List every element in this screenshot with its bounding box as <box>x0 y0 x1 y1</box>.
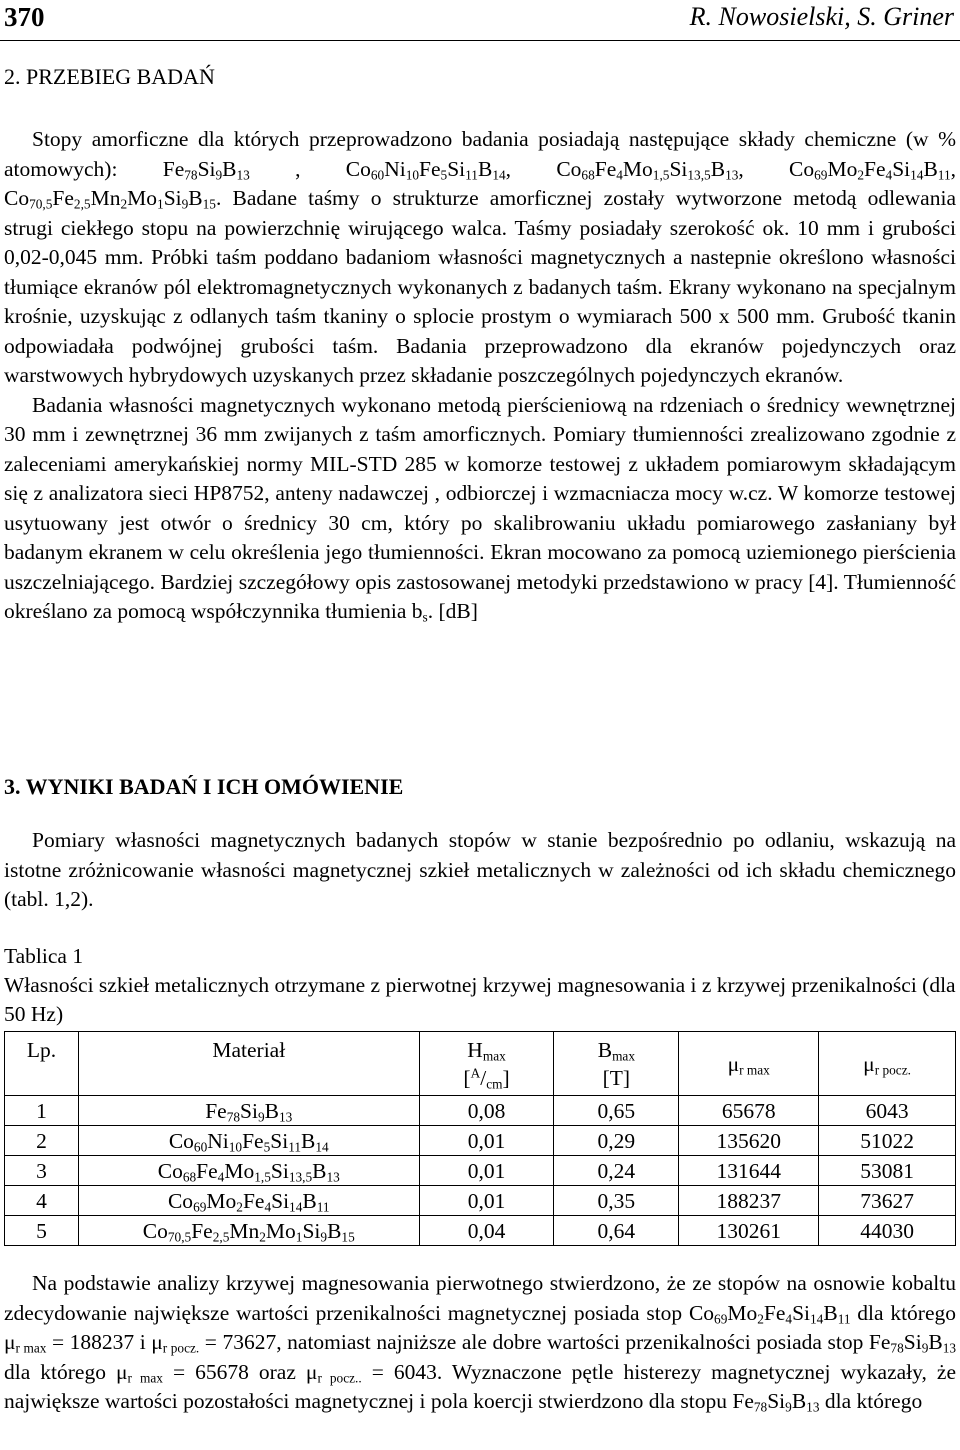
subscript: cm <box>486 1076 503 1092</box>
table-header-row <box>5 1032 956 1096</box>
subscript: 15 <box>202 196 216 212</box>
header-text: H <box>467 1038 483 1062</box>
cell-mu-max: 135620 <box>679 1126 819 1156</box>
text-span: dla którego <box>4 1359 117 1384</box>
header-text: / <box>480 1066 487 1090</box>
superscript: A <box>470 1065 481 1081</box>
subscript: 13 <box>942 1340 957 1356</box>
subscript: 5 <box>440 166 448 182</box>
subscript: 70,5 <box>167 1228 192 1244</box>
cell-mu-init: 44030 <box>819 1216 956 1246</box>
subscript: 78 <box>753 1399 768 1415</box>
subscript: 11 <box>288 1138 302 1154</box>
table-row <box>5 1096 956 1126</box>
formula: $Fe_{78}Si_9B_{13}$ <box>162 156 250 182</box>
subscript: 9 <box>921 1340 929 1356</box>
paragraph <box>4 1269 956 1417</box>
cell-lp: 2 <box>5 1126 79 1156</box>
subscript: 9 <box>257 1108 265 1124</box>
text-span: = 65678 oraz <box>162 1359 306 1384</box>
subscript: 11 <box>465 166 478 182</box>
text-span: Badania własności magnetycznych wykonano metodą pierścieniową na rdzeniach o średnicy wewnętrznej 30 mm i zewnętrznej 36 mm zwijanych z taśm amorficznych. Pomiary tłumienności zrealizowano zgodnie z zaleceniami amerykańskiej normy MIL-STD 285 w komorze testowej z układem pomiarowym składającym się z analizatora sieci HP8752, anteny nadawczej , odbiorczej i wzmacniacza mocy w.cz. W komorze testowej usytuowany jest otwór o średnicy 30 cm, który po skalibrowaniu układu pomiarowego zasłaniany był badanym ekranem w celu określenia jego tłumienności. Ekran mocowano za pomocą uziemionego pierścienia uszczelniającego. Bardziej szczegółowy opis zastosowanej metodyki przedstawiono w pracy [4]. Tłumienność określano za pomocą współczynnika tłumienia b <box>4 392 956 623</box>
subscript: 60 <box>370 166 385 182</box>
text-span: dla którego <box>819 1389 923 1413</box>
text-span: . Badane taśmy o strukturze amorficznej zostały wytworzone metodą odlewania strugi ciekłego stopu na powierzchnię wirującego walca. Taśmy posiadały szerokość ok. 10 mm i grubości 0,02-0,045 mm. Próbki taśm poddano badaniom własności magnetycznych a nastepnie określono własności tłumiące ekranów pól elektromagnetycznych wykonanych z badanych taśm. Ekrany wykonano na specjalnym krośnie, uzyskując z odlanych taśm tkaniny o splocie prostym o wymiarach 500 x 500 mm. Grubość tkanin odpowiadała podwójnej grubości taśm. Badania przeprowadzono dla ekranów pojedynczych oraz warstwowych hybrydowych uzyskanych przez składanie poszczególnych pojedynczych ekranów. <box>4 186 956 387</box>
subscript: 4 <box>616 166 623 182</box>
subscript: 2 <box>259 1228 266 1244</box>
subscript: 10 <box>228 1138 243 1154</box>
subscript: 9 <box>320 1228 328 1244</box>
text-span: , <box>249 156 346 181</box>
cell-material: $Co_{68}Fe_4Mo_{1,5}Si_{13,5}B_{13}$ <box>78 1156 419 1186</box>
table-row <box>5 1186 956 1216</box>
formula: $Co_{69}Mo_2Fe_4Si_{14}B_{11}$ <box>789 156 951 182</box>
subscript: 14 <box>315 1138 329 1154</box>
subscript: 1 <box>295 1228 303 1244</box>
formula: $Co_{69}Mo_2Fe_4Si_{14}B_{11}$ <box>688 1300 851 1326</box>
subscript: 2 <box>857 166 865 182</box>
header-text: ] <box>502 1066 510 1090</box>
mu-symbol: μ <box>4 1330 16 1354</box>
text-span: = 188237 i <box>46 1330 152 1354</box>
subscript: r pocz. <box>162 1340 200 1356</box>
header-hmax <box>419 1032 554 1096</box>
cell-material: $Co_{60}Ni_{10}Fe_5Si_{11}B_{14}$ <box>78 1126 419 1156</box>
section-heading-3: 3. WYNIKI BADAŃ I ICH OMÓWIENIE <box>4 774 404 799</box>
cell-bmax: 0,24 <box>554 1156 679 1186</box>
cell-mu-max: 131644 <box>679 1156 819 1186</box>
cell-mu-max: 188237 <box>679 1186 819 1216</box>
cell-material: $Co_{70,5}Fe_{2,5}Mn_2Mo_1Si_9B_{15}$ <box>78 1216 419 1246</box>
subscript: r max <box>15 1340 47 1356</box>
subscript: 13,5 <box>288 1168 313 1184</box>
subscript: 11 <box>837 1310 851 1326</box>
cell-hmax: 0,01 <box>419 1126 554 1156</box>
cell-bmax: 0,29 <box>554 1126 679 1156</box>
header-mu-init <box>819 1032 956 1096</box>
subscript: 9 <box>785 1399 792 1415</box>
subscript: 13 <box>725 166 739 182</box>
cell-hmax: 0,01 <box>419 1156 554 1186</box>
subscript: max <box>612 1048 636 1064</box>
table-row <box>5 1216 956 1246</box>
closing-body <box>4 1269 956 1417</box>
table-row <box>5 1156 956 1186</box>
cell-material: $Fe_{78}Si_9B_{13}$ <box>78 1096 419 1126</box>
formula: $Fe_{78}Si_9B_{13}$ <box>868 1330 957 1356</box>
subscript: 1,5 <box>254 1168 271 1184</box>
header-text: μ <box>863 1051 875 1076</box>
section3-body <box>4 826 956 915</box>
properties-table <box>4 1031 956 1246</box>
subscript: 70,5 <box>29 196 53 212</box>
header-text: μ <box>727 1051 740 1076</box>
table-row <box>5 1126 956 1156</box>
subscript: 10 <box>405 166 420 182</box>
text-span: , <box>950 156 957 181</box>
subscript: 14 <box>910 166 924 182</box>
subscript: 13,5 <box>687 166 711 182</box>
text-span: , <box>505 156 557 181</box>
subscript: 4 <box>217 1168 225 1184</box>
header-bmax <box>554 1032 679 1096</box>
text-span: = 73627, natomiast najniższe ale dobre wartości przenikalności posiada stop <box>199 1330 869 1354</box>
header-rule <box>0 40 960 41</box>
table-label: Tablica 1 <box>4 944 84 968</box>
cell-hmax: 0,08 <box>419 1096 554 1126</box>
subscript: 4 <box>264 1198 272 1214</box>
cell-lp: 3 <box>5 1156 79 1186</box>
subscript: 60 <box>193 1138 208 1154</box>
subscript: 78 <box>890 1340 904 1356</box>
text-span: Na podstawie analizy krzywej magnesowania pierwotnego stwierdzono, że ze stopów na osnowie kobaltu zdecydowanie największe wartości przenikalności magnetycznej posiada stop <box>4 1271 956 1325</box>
text-span: Stopy amorficzne dla których przeprowadzono badania posiadają następujące składy chemiczne (w % atomowych): <box>4 127 956 181</box>
subscript: 2,5 <box>212 1228 230 1244</box>
mu-symbol: μ <box>151 1330 163 1354</box>
subscript: 13 <box>326 1168 340 1184</box>
table-caption: Własności szkieł metalicznych otrzymane z pierwotnej krzywej magnesowania i z krzywej przenikalności (dla 50 Hz) <box>4 973 956 1026</box>
header-text: B <box>597 1038 613 1062</box>
subscript: r max <box>739 1061 770 1077</box>
cell-lp: 4 <box>5 1186 79 1216</box>
subscript: 9 <box>215 166 223 182</box>
subscript: 2 <box>757 1310 764 1326</box>
subscript: 78 <box>184 166 198 182</box>
subscript: 13 <box>236 166 250 182</box>
subscript: 2,5 <box>73 196 91 212</box>
cell-mu-init: 53081 <box>819 1156 956 1186</box>
cell-mu-max: 130261 <box>679 1216 819 1246</box>
section-heading-2: 2. PRZEBIEG BADAŃ <box>4 64 215 89</box>
cell-bmax: 0,64 <box>554 1216 679 1246</box>
subscript: 15 <box>341 1228 355 1244</box>
subscript: 2 <box>236 1198 243 1214</box>
subscript: 68 <box>182 1168 197 1184</box>
subscript: 9 <box>181 196 189 212</box>
section2-body <box>4 125 956 627</box>
cell-mu-init: 51022 <box>819 1126 956 1156</box>
running-authors: R. Nowosielski, S. Griner <box>689 2 954 31</box>
paragraph <box>4 125 956 391</box>
text-span: dla którego <box>850 1300 957 1325</box>
cell-mu-init: 6043 <box>819 1096 956 1126</box>
subscript: 5 <box>263 1138 271 1154</box>
subscript: 4 <box>885 166 893 182</box>
formula: $Co_{68}Fe_4Mo_{1,5}Si_{13,5}B_{13}$ <box>556 156 739 182</box>
header-text: [T] <box>602 1066 631 1090</box>
formula: $Co_{70,5}Fe_{2,5}Mn_2Mo_1Si_9B_{15}$ <box>4 186 216 212</box>
cell-mu-max: 65678 <box>679 1096 819 1126</box>
paragraph <box>4 391 956 627</box>
formula: $Co_{60}Ni_{10}Fe_5Si_{11}B_{14}$ <box>345 156 506 182</box>
cell-hmax: 0,04 <box>419 1216 554 1246</box>
text-span: . [dB] <box>427 599 478 623</box>
cell-bmax: 0,65 <box>554 1096 679 1126</box>
mu-symbol: μ <box>305 1359 318 1384</box>
subscript: 69 <box>814 166 828 182</box>
subscript: 4 <box>785 1310 793 1326</box>
mu-symbol: μ <box>116 1359 128 1384</box>
subscript: 2 <box>120 196 128 212</box>
subscript: 68 <box>581 166 595 182</box>
header-material: Materiał <box>78 1032 419 1096</box>
cell-mu-init: 73627 <box>819 1186 956 1216</box>
page-header <box>0 0 960 44</box>
subscript: r pocz. <box>874 1061 911 1077</box>
subscript: r pocz.. <box>317 1369 362 1385</box>
subscript: 14 <box>492 166 506 182</box>
subscript: 13 <box>279 1108 293 1124</box>
subscript: 14 <box>810 1310 824 1326</box>
cell-hmax: 0,01 <box>419 1186 554 1216</box>
page-number: 370 <box>4 2 45 32</box>
subscript: 78 <box>226 1108 241 1124</box>
subscript: max <box>482 1048 506 1064</box>
subscript: 13 <box>806 1399 820 1415</box>
subscript: 1 <box>157 196 164 212</box>
subscript: 1,5 <box>652 166 670 182</box>
formula: $Fe_{78}Si_9B_{13}$ <box>732 1389 820 1415</box>
subscript: 14 <box>289 1198 303 1214</box>
cell-lp: 5 <box>5 1216 79 1246</box>
cell-bmax: 0,35 <box>554 1186 679 1216</box>
header-text: [ <box>463 1066 471 1090</box>
subscript: 69 <box>714 1310 728 1326</box>
cell-lp: 1 <box>5 1096 79 1126</box>
subscript: s <box>422 609 428 625</box>
subscript: 11 <box>316 1198 330 1214</box>
header-lp: Lp. <box>5 1032 79 1096</box>
header-mu-max <box>679 1032 819 1096</box>
subscript: 11 <box>937 166 951 182</box>
text-span: = 6043. Wyznaczone pętle histerezy magnetycznej wykazały, że największe wartości pozostałości magnetycznej i pola koercji stwierdzono dla stopu <box>4 1359 956 1413</box>
text-span: , <box>738 156 790 181</box>
paragraph: Pomiary własności magnetycznych badanych stopów w stanie bezpośrednio po odlaniu, wskazują na istotne zróżnicowanie własności magnetycznej szkieł metalicznych w zależności od ich składu chemicznego (tabl. 1,2). <box>4 828 956 911</box>
subscript: r max <box>127 1369 163 1385</box>
subscript: 69 <box>193 1198 207 1214</box>
cell-material: $Co_{69}Mo_2Fe_4Si_{14}B_{11}$ <box>78 1186 419 1216</box>
